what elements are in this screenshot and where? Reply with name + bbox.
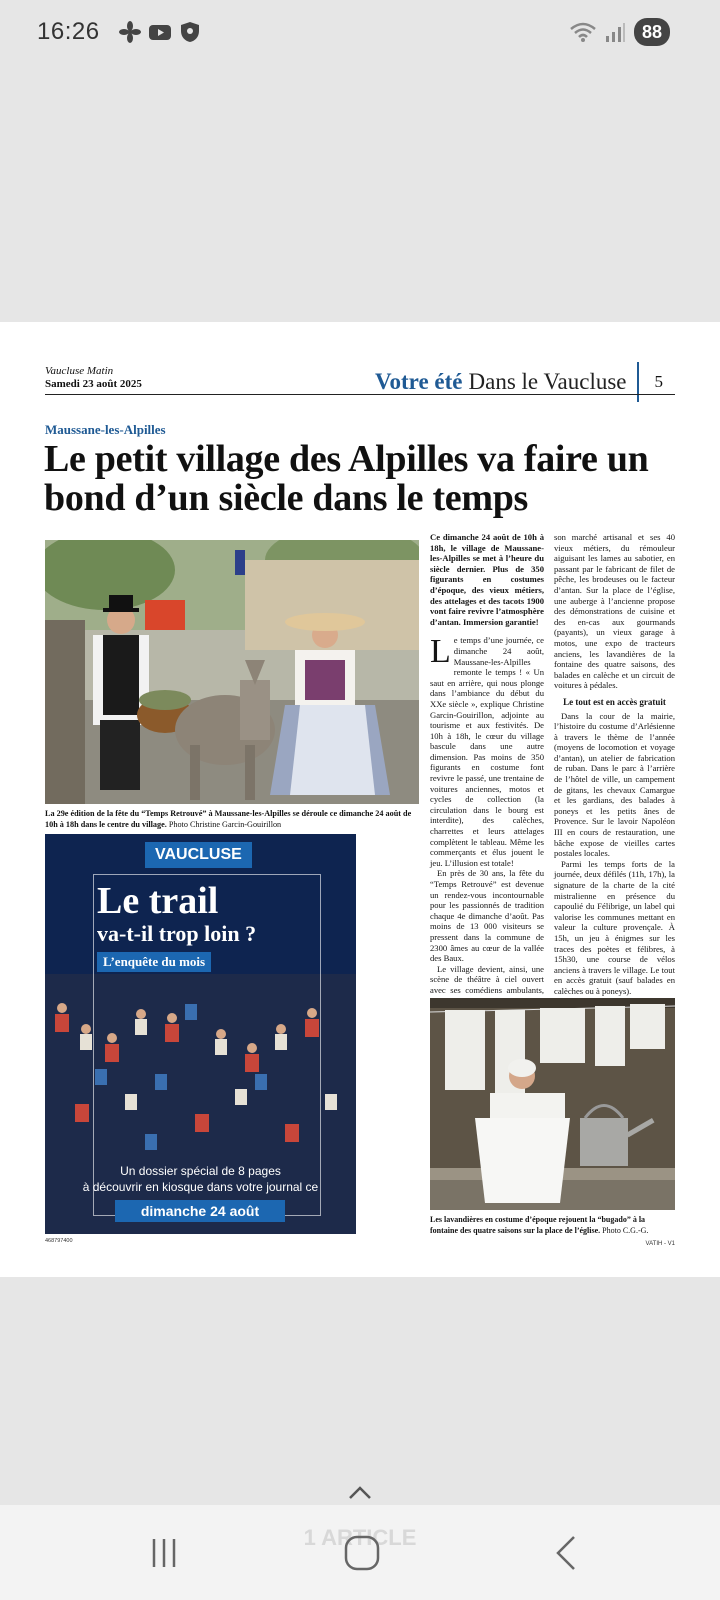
paragraph-6: Parmi les temps forts de la journée, deux défilés (11h, 17h), la signature de la charte de la cité mistralienne en présence du capoulié du Félibrige, un label qui valorise les communes mettant en valeur la culture provençale. À 15h, un jeu à énigmes sur les traces des poètes et félibres, à 15h30, une course de vélos anciens à travers le village. Le tout en accès gratuit (sauf balades en calèches ou à poneys). xyxy=(554,858,675,996)
washerwoman-photo-caption xyxy=(430,1214,675,1236)
page-footer-reference: VATIH - V1 xyxy=(645,1241,675,1247)
washerwoman-photo xyxy=(430,998,675,1210)
battery-indicator: 88 xyxy=(634,18,670,46)
article-column-1 xyxy=(430,532,544,1027)
page-header-left xyxy=(45,365,142,391)
festival-photo-caption xyxy=(45,808,419,830)
washerwoman-photo-image xyxy=(430,998,675,1210)
festival-photo-caption-text: La 29e édition de la fête du “Temps Retrouvé” à Maussane-les-Alpilles se déroule ce dimanche 24 août de 10h à 18h dans le centre du village. xyxy=(45,809,412,829)
article-chapo: Ce dimanche 24 août de 10h à 18h, le village de Maussane-les-Alpilles se met à l’heure du siècle dernier. Plus de 350 figurants en costumes d’époque, des vieux métiers, des attelages et des tacots 1900 vont faire revivre l’atmosphère d’antan. Immersion garantie! xyxy=(430,532,544,627)
chevron-up-icon[interactable] xyxy=(348,1484,372,1500)
status-system-icons xyxy=(570,18,670,46)
article-kicker: Maussane-les-Alpilles xyxy=(45,422,166,437)
subsection-title: Dans le Vaucluse xyxy=(468,369,627,394)
article-count-label[interactable]: 1 ARTICLE xyxy=(303,1525,417,1550)
festival-photo-credit: Photo Christine Garcin-Gouirillon xyxy=(166,820,282,829)
publication-date: Samedi 23 août 2025 xyxy=(45,378,142,390)
article-subhead: Le tout est en accès gratuit xyxy=(563,696,666,707)
youtube-icon xyxy=(148,20,172,44)
status-bar xyxy=(0,0,720,66)
signal-icon xyxy=(604,21,626,43)
recent-apps-icon[interactable] xyxy=(144,1533,184,1573)
navigation-bar xyxy=(0,1505,720,1600)
paragraph-2: En près de 30 ans, la fête du “Temps Retrouvé” est devenue un rendez-vous incontournable pour les passionnés de tradition chaque 4e dimanche d’août. Pas moins de 13 000 visiteurs se pressent dans la commune de 2300 âmes au cœur de la vallée des Baux. xyxy=(430,868,544,964)
article-title: Le petit village des Alpilles va faire un bond d’un siècle dans le temps xyxy=(44,438,649,519)
ad-tag: L’enquête du mois xyxy=(97,952,211,972)
article-column-2 xyxy=(554,532,675,1008)
fan-icon xyxy=(118,20,142,44)
publication-name: Vaucluse Matin xyxy=(45,365,114,377)
shield-icon xyxy=(178,20,202,44)
paragraph-3: Le village devient, ainsi, une scène de théâtre à ciel ouvert avec ses comédiens ambulants, xyxy=(430,963,544,995)
ad-headline: Le trail xyxy=(97,880,219,922)
paragraph-5: Dans la cour de la mairie, l’histoire du costume d’Arlésienne à travers le thème de l’année (moyens de locomotion et voyage d’antan), un atelier de fabrication de ruban. Dans le parc à l’arrière de l’hôtel de ville, un campement de gitans, les chevaux Camargue et les gardians, des balades à poneys et les petits ânes de Provence. Sur le lavoir Napoléon III en cours de restauration, une bâche expose de vieilles cartes postales locales. xyxy=(554,710,675,859)
washerwoman-photo-credit: Photo C.G.-G. xyxy=(600,1226,649,1235)
page-header-right xyxy=(375,362,663,402)
status-time: 16:26 xyxy=(37,18,100,45)
newspaper-page[interactable] xyxy=(0,322,720,1277)
wifi-icon xyxy=(570,21,596,43)
paragraph-4: son marché artisanal et ses 40 vieux métiers, du rémouleur aiguisant les lames au sabotier, en passant par le fabricant de filet de pêche, les brodeuses ou le facteur d’antan. Sur la place de l’église, une auberge à l’ancienne propose des démonstrations de cuisine et des en-cas aux gourmands (payants), un vieux garage à motos, une expo de tracteurs anciens, les lavandières de la fontaine des quatre saisons, des balades en calèche et un circuit de voitures à pédales. xyxy=(554,532,675,691)
page-number: 5 xyxy=(654,372,663,391)
ad-line-1: Un dossier spécial de 8 pages xyxy=(120,1164,281,1178)
washerwoman-photo-caption-text: Les lavandières en costume d’époque rejouent la “bugado” à la fontaine des quatre saisons sur la place de l’église. xyxy=(430,1215,646,1235)
festival-photo xyxy=(45,540,419,804)
ad-line-2: à découvrir en kiosque dans votre journal ce xyxy=(82,1180,319,1194)
festival-photo-image xyxy=(45,540,419,804)
ad-subheadline: va-t-il trop loin ? xyxy=(97,921,257,946)
drop-cap: L xyxy=(430,633,451,671)
header-divider xyxy=(637,362,639,402)
ad-date: dimanche 24 août xyxy=(115,1200,285,1222)
home-icon[interactable] xyxy=(342,1533,382,1573)
trail-advertisement[interactable] xyxy=(45,834,356,1234)
back-icon[interactable] xyxy=(546,1533,586,1573)
ad-brand-logo: VAUCLUSE xyxy=(145,842,252,868)
ad-reference: 468797400 xyxy=(45,1238,73,1244)
status-notification-icons xyxy=(118,20,202,44)
header-rule xyxy=(45,394,675,395)
paragraph-1: e temps d’une journée, ce dimanche 24 août, Maussane-les-Alpilles remonte le temps ! « Un saut en arrière, qui nous plonge dans l’ambiance du début du XXe siècle », explique Christine Garcin-Gouirillon, adjointe au tourisme et aux festivités. De 10h à 18h, le cœur du village bascule dans une autre dimension. Pas moins de 350 figurants en costume font revivre le passé, une trentaine de voitures anciennes, motos et cycles de collection (la circulation dans le bourg est interdite), des calèches, charrettes et leurs attelages complètent le tableau. Même les commerçants et élus jouent le jeu. L’illusion est totale! xyxy=(430,635,544,868)
section-title: Votre été xyxy=(375,369,463,394)
